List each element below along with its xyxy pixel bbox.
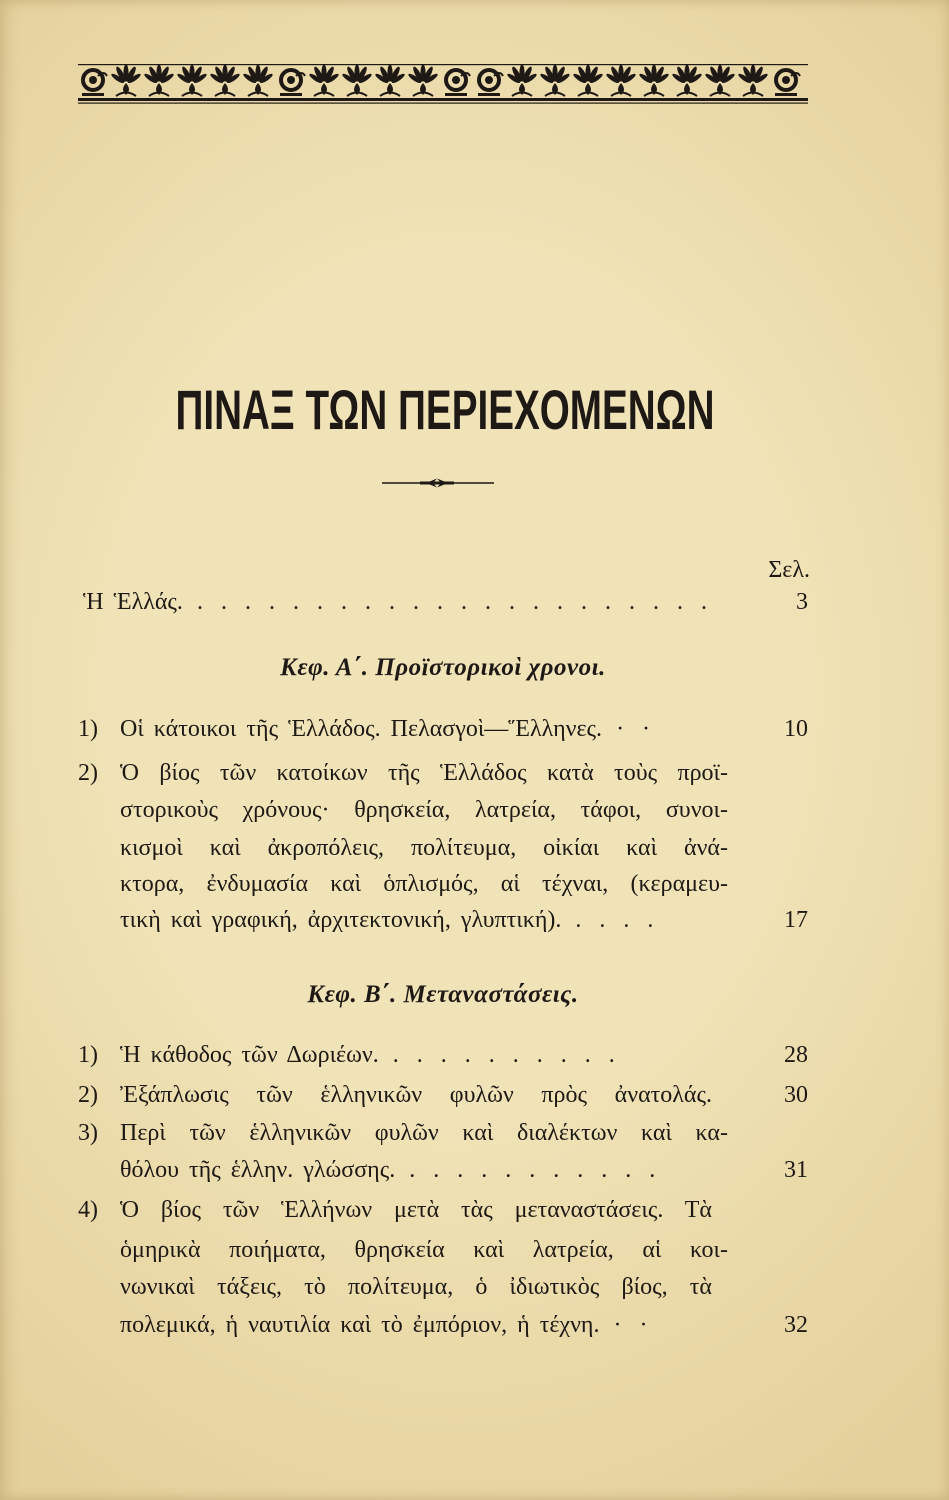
entry-line: κισμοὶ καὶ ἀκροπόλεις, πολίτευμα, οἰκίαι καὶ ἀνά-: [120, 835, 728, 861]
entry-line: Ἐξάπλωσις τῶν ἑλληνικῶν φυλῶν πρὸς ἀνατολάς.: [120, 1082, 712, 1108]
palmette-ornament-icon: [407, 65, 439, 97]
palmette-ornament-icon: [242, 65, 274, 97]
entry-line: Περὶ τῶν ἑλληνικῶν φυλῶν καὶ διαλέκτων καὶ κα-: [120, 1120, 728, 1146]
toc-entry-intro: [83, 587, 768, 617]
entry-line: Ἡ Ἑλλάς.: [83, 589, 183, 615]
palmette-ornament-icon: [605, 65, 637, 97]
entry-line: Ἡ κάθοδος τῶν Δωριέων.: [120, 1042, 379, 1068]
dot-leader: · ·: [613, 1312, 654, 1338]
page-number: 31: [784, 1157, 808, 1183]
page-number: 30: [784, 1082, 808, 1108]
dot-leader: . . . .: [575, 907, 660, 933]
palmette-ornament-icon: [506, 65, 538, 97]
palmette-ornament-icon: [209, 65, 241, 97]
entry-number: 2): [78, 1082, 98, 1108]
entry-line: θόλου τῆς ἑλλην. γλώσσης.: [120, 1157, 396, 1183]
toc-entry-last-line: [120, 905, 768, 935]
scroll-ornament-icon: [775, 70, 800, 96]
dot-leader: . . . . . . . . . .: [392, 1042, 621, 1068]
palmette-ornament-icon: [176, 65, 208, 97]
page-column-label: Σελ.: [768, 557, 810, 583]
entry-line: Ὁ βίος τῶν κατοίκων τῆς Ἑλλάδος κατὰ τοὺς προϊ-: [120, 760, 728, 786]
palmette-ornament-icon: [110, 65, 142, 97]
toc-entry-last-line: [120, 1155, 768, 1185]
palmette-ornament-icon: [143, 65, 175, 97]
entry-line: Οἱ κάτοικοι τῆς Ἑλλάδος. Πελασγοὶ—Ἕλληνες.: [120, 716, 603, 742]
entry-line: στορικοὺς χρόνους· θρησκεία, λατρεία, τάφοι, συνοι-: [120, 797, 728, 823]
entry-line: πολεμικά, ἡ ναυτιλία καὶ τὸ ἐμπόριον, ἡ τέχνη.: [120, 1312, 600, 1338]
page-number: 10: [784, 716, 808, 742]
entry-number: 2): [78, 760, 98, 786]
palmette-ornament-icon: [374, 65, 406, 97]
palmette-ornament-icon: [704, 65, 736, 97]
fleuron-rule-icon: [382, 476, 494, 490]
page-number: 17: [784, 907, 808, 933]
page-title: [150, 382, 740, 442]
palmette-ornament-icon: [638, 65, 670, 97]
palmette-ornament-icon: [572, 65, 604, 97]
entry-line: κτορα, ἐνδυμασία καὶ ὁπλισμός, αἱ τέχναι, (κεραμευ-: [120, 871, 728, 897]
palmette-ornament-icon: [308, 65, 340, 97]
page-number: 32: [784, 1312, 808, 1338]
entry-line: τικὴ καὶ γραφική, ἀρχιτεκτονική, γλυπτική).: [120, 907, 562, 933]
dot-leader: · ·: [616, 716, 657, 742]
ornament-band: [78, 64, 808, 106]
scroll-ornament-icon: [82, 70, 107, 96]
chapter-heading: Κεφ. Α΄. Προϊστορικοὶ χρονοι.: [280, 654, 606, 681]
chapter-heading: Κεφ. Β΄. Μεταναστάσεις.: [307, 981, 579, 1008]
scroll-ornament-icon: [445, 70, 470, 96]
scroll-ornament-icon: [478, 70, 503, 96]
palmette-ornament-icon: [341, 65, 373, 97]
page-title-text: ΠΙΝΑΞ ΤΩΝ ΠΕΡΙΕΧΟΜΕΝΩΝ: [175, 382, 715, 441]
toc-entry-last-line: [120, 1310, 768, 1340]
palmette-ornament-icon: [671, 65, 703, 97]
entry-number: 3): [78, 1120, 98, 1146]
entry-line: νωνικαὶ τάξεις, τὸ πολίτευμα, ὁ ἰδιωτικὸς βίος, τὰ: [120, 1274, 712, 1300]
page-number: 3: [796, 589, 808, 615]
scroll-ornament-icon: [280, 70, 305, 96]
entry-line: Ὁ βίος τῶν Ἑλλήνων μετὰ τὰς μεταναστάσεις. Τὰ: [120, 1197, 712, 1223]
entry-line: ὁμηρικὰ ποιήματα, θρησκεία καὶ λατρεία, αἱ κοι-: [120, 1237, 728, 1263]
entry-number: 1): [78, 716, 98, 742]
dot-leader: . . . . . . . . . . . . . . . . . . . . . .: [196, 589, 713, 615]
page-number: 28: [784, 1042, 808, 1068]
entry-number: 1): [78, 1042, 98, 1068]
palmette-ornament-icon: [539, 65, 571, 97]
entry-number: 4): [78, 1197, 98, 1223]
toc-entry: [120, 714, 768, 744]
dot-leader: . . . . . . . . . . .: [409, 1157, 662, 1183]
palmette-ornament-icon: [737, 65, 769, 97]
toc-entry: [120, 1040, 768, 1070]
